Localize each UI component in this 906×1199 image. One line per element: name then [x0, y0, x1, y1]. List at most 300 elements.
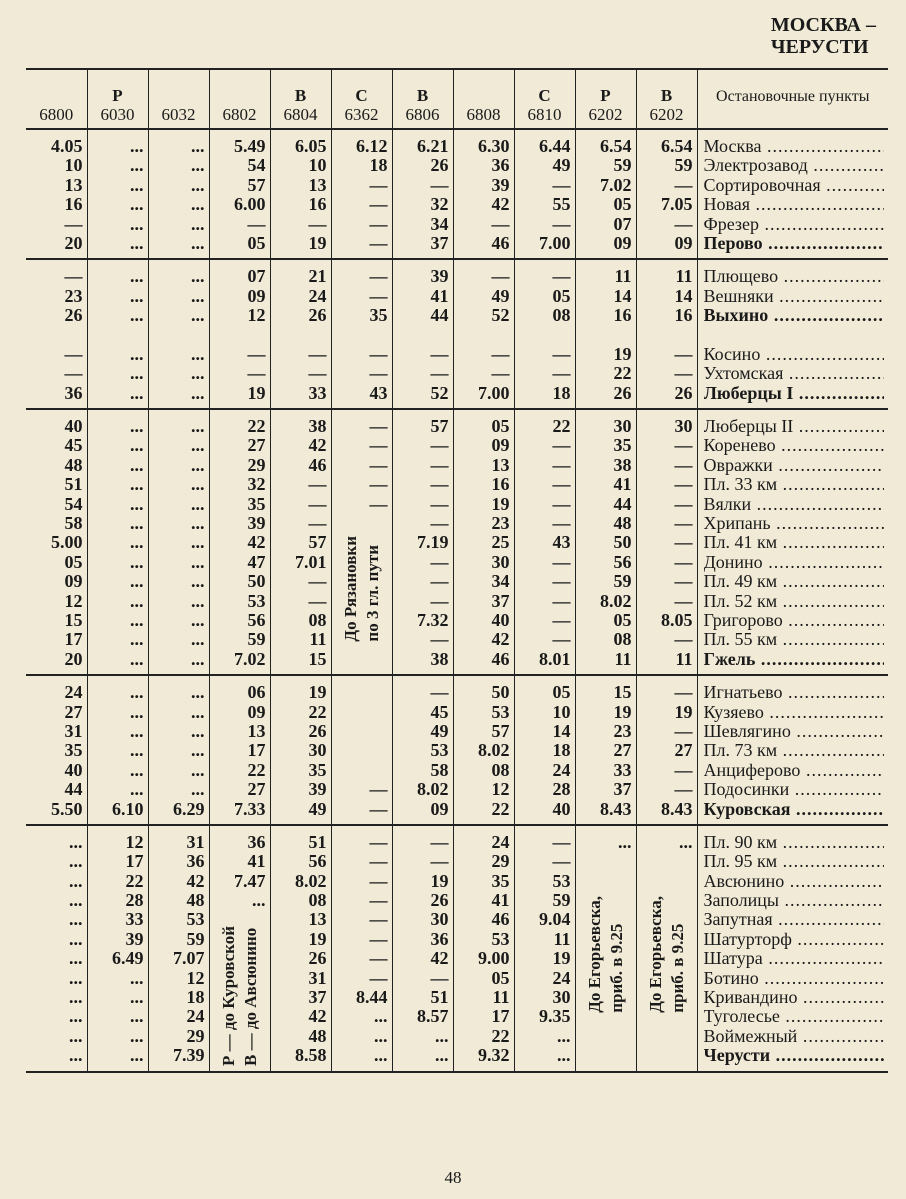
time-value: — — [247, 213, 266, 234]
time-cell — [26, 825, 87, 1072]
time-value: ... — [130, 474, 144, 495]
time-value: — — [64, 343, 83, 364]
stop-name: Куровская ..... — [704, 800, 885, 819]
time-value: 7.32 — [417, 609, 449, 630]
time-value: 08 — [552, 305, 571, 326]
time-cell — [87, 259, 148, 409]
time-value: — — [552, 571, 571, 592]
time-value: — — [430, 831, 449, 852]
time-value: 27 — [674, 740, 693, 761]
time-cell — [148, 259, 209, 409]
time-value: 44 — [613, 493, 632, 514]
time-value: 22 — [491, 1025, 510, 1046]
time-value: 7.02 — [234, 648, 266, 669]
time-cell — [331, 675, 392, 825]
time-value: 53 — [491, 928, 510, 949]
time-value: 19 — [491, 493, 510, 514]
time-value: ... — [130, 136, 144, 156]
stop-name: Москва ..... — [704, 137, 885, 156]
time-value: 9.32 — [478, 1045, 510, 1066]
stop-name: Анциферово ..... — [704, 761, 885, 780]
time-value: 36 — [491, 155, 510, 176]
time-value: 53 — [430, 740, 449, 761]
stop-name: Гжель ..... — [704, 650, 885, 669]
time-value: — — [430, 363, 449, 384]
time-value: 41 — [247, 851, 266, 872]
time-value: 53 — [186, 909, 205, 930]
time-value: 59 — [674, 155, 693, 176]
time-value — [334, 761, 388, 780]
time-value: 36 — [247, 831, 266, 852]
time-value: 57 — [308, 532, 327, 553]
time-value: — — [674, 590, 693, 611]
time-value: 38 — [308, 416, 327, 437]
time-value: 6.54 — [600, 136, 632, 156]
train-column-header — [575, 69, 636, 129]
stop-name: Запутная ..... — [704, 910, 885, 929]
route-title-line2: ЧЕРУСТИ — [770, 36, 869, 58]
time-value: 29 — [491, 851, 510, 872]
stop-name: Подосинки ..... — [704, 780, 885, 799]
time-value: — — [369, 363, 388, 384]
time-value: 09 — [674, 232, 693, 253]
time-cell — [209, 825, 270, 1072]
time-value: 50 — [247, 571, 266, 592]
stop-name: Фрезер ..... — [704, 215, 885, 234]
time-value: ... — [130, 682, 144, 703]
stops-column-header: Остановочные пункты — [697, 69, 888, 129]
time-value: 34 — [430, 213, 449, 234]
time-value: — — [369, 909, 388, 930]
time-value: 27 — [64, 701, 83, 722]
time-value: 09 — [64, 571, 83, 592]
time-value: 53 — [247, 590, 266, 611]
time-value: 39 — [308, 779, 327, 800]
time-value: 7.02 — [600, 174, 632, 195]
time-value: 40 — [64, 759, 83, 780]
time-value: 35 — [308, 759, 327, 780]
stop-name: Воймежный ..... — [704, 1027, 885, 1046]
time-value: 36 — [186, 851, 205, 872]
time-value: ... — [191, 136, 205, 156]
time-value: 41 — [491, 890, 510, 911]
time-value: ... — [130, 740, 144, 761]
time-value: 44 — [430, 305, 449, 326]
timetable-section — [26, 129, 888, 259]
time-value: 8.58 — [295, 1045, 327, 1066]
time-value: ... — [252, 890, 266, 911]
time-cell — [87, 409, 148, 675]
time-value: 42 — [308, 1006, 327, 1027]
time-value: — — [430, 571, 449, 592]
time-value: 08 — [491, 759, 510, 780]
time-cell — [148, 409, 209, 675]
time-value: 17 — [491, 1006, 510, 1027]
time-value: — — [430, 493, 449, 514]
time-value: — — [674, 779, 693, 800]
time-value: — — [369, 174, 388, 195]
time-value: — — [369, 851, 388, 872]
time-value: 30 — [491, 551, 510, 572]
time-value: 5.50 — [51, 798, 83, 819]
time-value: ... — [130, 1025, 144, 1046]
stop-name: Перово ..... — [704, 234, 885, 253]
time-value: 20 — [64, 648, 83, 669]
time-value: — — [247, 343, 266, 364]
time-value — [151, 326, 205, 345]
time-value: 40 — [552, 798, 571, 819]
time-value: ... — [374, 1006, 388, 1027]
stop-name: Коренево ..... — [704, 436, 885, 455]
train-number: 6802 — [222, 105, 257, 124]
time-value: ... — [191, 629, 205, 650]
time-value: 49 — [430, 720, 449, 741]
time-cell — [453, 409, 514, 675]
time-value: 28 — [552, 779, 571, 800]
time-value: 7.47 — [234, 870, 266, 891]
time-value: 6.21 — [417, 136, 449, 156]
time-value — [334, 514, 388, 533]
train-number: 6800 — [39, 105, 74, 124]
time-value — [334, 650, 388, 669]
time-value: ... — [191, 513, 205, 534]
time-value: ... — [69, 928, 83, 949]
timetable-body — [26, 129, 888, 1072]
time-value: 16 — [674, 305, 693, 326]
time-cell — [636, 409, 697, 675]
time-value: 05 — [613, 194, 632, 215]
time-cell — [575, 675, 636, 825]
train-mark: В — [660, 86, 673, 105]
time-value — [639, 1046, 693, 1065]
note-egorievsk-r — [584, 896, 628, 1013]
time-value: 35 — [369, 305, 388, 326]
time-value: ... — [130, 382, 144, 403]
time-value: 8.01 — [539, 648, 571, 669]
time-value: 7.00 — [539, 232, 571, 253]
time-cell — [87, 675, 148, 825]
timetable-section — [26, 825, 888, 1072]
time-value: 42 — [186, 870, 205, 891]
time-value: — — [552, 831, 571, 852]
time-value: — — [674, 363, 693, 384]
time-value: 46 — [308, 454, 327, 475]
time-value: 38 — [613, 454, 632, 475]
time-value: 46 — [491, 909, 510, 930]
time-value: 39 — [491, 174, 510, 195]
time-value: 26 — [308, 720, 327, 741]
time-value: 24 — [552, 759, 571, 780]
time-value: 07 — [247, 266, 266, 287]
time-value: 19 — [674, 701, 693, 722]
time-cell — [514, 259, 575, 409]
time-value: — — [369, 870, 388, 891]
time-value: 42 — [308, 435, 327, 456]
stop-name: Шатура ..... — [704, 949, 885, 968]
time-value: 8.02 — [417, 779, 449, 800]
stops-cell — [697, 259, 888, 409]
time-value: 8.05 — [661, 609, 693, 630]
time-value: 22 — [308, 701, 327, 722]
time-value: 19 — [308, 682, 327, 703]
stop-name: Ботино ..... — [704, 969, 885, 988]
time-value: 58 — [430, 759, 449, 780]
time-cell — [575, 129, 636, 259]
train-mark — [26, 86, 87, 105]
time-value — [639, 872, 693, 891]
time-value: — — [674, 720, 693, 741]
time-value — [334, 741, 388, 760]
time-value: 42 — [430, 948, 449, 969]
time-cell — [270, 825, 331, 1072]
time-value: 46 — [491, 648, 510, 669]
time-value: ... — [69, 967, 83, 988]
time-value: — — [369, 967, 388, 988]
time-value: ... — [557, 1045, 571, 1066]
time-value: 22 — [125, 870, 144, 891]
time-value: 39 — [247, 513, 266, 534]
time-value: 13 — [308, 174, 327, 195]
time-cell — [209, 675, 270, 825]
time-value: 09 — [613, 232, 632, 253]
train-mark: В — [294, 86, 307, 105]
time-value: 05 — [64, 551, 83, 572]
time-value: 59 — [613, 155, 632, 176]
time-value: 13 — [491, 454, 510, 475]
train-number: 6810 — [527, 105, 562, 124]
time-value: ... — [130, 701, 144, 722]
time-value: ... — [191, 266, 205, 287]
time-value: 14 — [613, 285, 632, 306]
time-value: 33 — [613, 759, 632, 780]
time-value: 16 — [308, 194, 327, 215]
time-value: ... — [130, 720, 144, 741]
time-value: ... — [374, 1045, 388, 1066]
time-value — [334, 326, 388, 345]
train-column-header — [270, 69, 331, 129]
time-value: 31 — [308, 967, 327, 988]
time-value: ... — [191, 343, 205, 364]
train-number: 6202 — [649, 105, 684, 124]
time-value: 8.02 — [478, 740, 510, 761]
time-cell — [148, 129, 209, 259]
time-value: 49 — [491, 285, 510, 306]
time-value: 42 — [491, 629, 510, 650]
time-value: 8.02 — [295, 870, 327, 891]
time-value: ... — [191, 682, 205, 703]
time-value: 8.02 — [600, 590, 632, 611]
stop-name: Люберцы I ..... — [704, 384, 885, 403]
time-value: 8.43 — [661, 798, 693, 819]
time-value: ... — [130, 343, 144, 364]
time-value: 33 — [125, 909, 144, 930]
time-value: ... — [435, 1045, 449, 1066]
time-cell — [453, 675, 514, 825]
time-cell — [26, 259, 87, 409]
train-number: 6808 — [466, 105, 501, 124]
time-value: 08 — [613, 629, 632, 650]
time-value: 45 — [430, 701, 449, 722]
train-column-header — [209, 69, 270, 129]
time-value: 26 — [430, 890, 449, 911]
train-mark: В — [416, 86, 429, 105]
train-column-header — [636, 69, 697, 129]
time-value: 06 — [247, 682, 266, 703]
time-value: ... — [191, 609, 205, 630]
time-value: ... — [191, 701, 205, 722]
time-value: ... — [191, 740, 205, 761]
time-value: 6.49 — [112, 948, 144, 969]
note-kurovskaya — [218, 926, 262, 1066]
time-cell — [148, 825, 209, 1072]
time-value: 51 — [430, 987, 449, 1008]
time-value: ... — [191, 174, 205, 195]
time-value: 35 — [247, 493, 266, 514]
time-value: 36 — [64, 382, 83, 403]
time-value: — — [552, 851, 571, 872]
note-egorievsk-v-line1: До Егорьевска, — [645, 895, 665, 1013]
time-value: ... — [69, 890, 83, 911]
time-value: 05 — [552, 285, 571, 306]
time-value: — — [674, 571, 693, 592]
train-column-header — [26, 69, 87, 129]
time-cell — [575, 259, 636, 409]
stop-name: Люберцы II ..... — [704, 417, 885, 436]
time-value: ... — [130, 285, 144, 306]
time-value: 6.54 — [661, 136, 693, 156]
time-cell — [392, 259, 453, 409]
time-value: 55 — [552, 194, 571, 215]
time-value: 12 — [125, 831, 144, 852]
time-value: 48 — [613, 513, 632, 534]
time-value: 26 — [430, 155, 449, 176]
time-value: 5.00 — [51, 532, 83, 553]
time-value: 10 — [552, 701, 571, 722]
note-egorievsk-v-line2: приб. в 9.25 — [667, 923, 687, 1013]
time-value: ... — [69, 909, 83, 930]
time-value: 21 — [308, 266, 327, 287]
time-value: 49 — [308, 798, 327, 819]
time-value: 6.10 — [112, 798, 144, 819]
time-value: — — [674, 551, 693, 572]
time-value — [395, 326, 449, 345]
time-value: — — [369, 416, 388, 437]
time-value: 12 — [64, 590, 83, 611]
time-value: 48 — [186, 890, 205, 911]
time-value: ... — [191, 285, 205, 306]
time-value: 12 — [186, 967, 205, 988]
time-value: 30 — [674, 416, 693, 437]
time-value: 19 — [308, 232, 327, 253]
time-cell — [636, 825, 697, 1072]
timetable-section — [26, 259, 888, 409]
stop-name: Шатурторф ..... — [704, 930, 885, 949]
time-value: — — [64, 266, 83, 287]
time-value — [639, 852, 693, 871]
time-value: 8.44 — [356, 987, 388, 1008]
time-value: 54 — [247, 155, 266, 176]
time-value: 19 — [613, 343, 632, 364]
time-value: 30 — [613, 416, 632, 437]
time-value: 47 — [247, 551, 266, 572]
time-value: 27 — [613, 740, 632, 761]
time-value: — — [369, 890, 388, 911]
time-value: 13 — [64, 174, 83, 195]
time-cell — [392, 675, 453, 825]
time-value: 59 — [247, 629, 266, 650]
time-value: 11 — [309, 629, 327, 650]
time-cell — [270, 129, 331, 259]
time-value: 27 — [247, 779, 266, 800]
train-column-header — [331, 69, 392, 129]
time-value: 44 — [64, 779, 83, 800]
note-egorievsk-r-line1: До Егорьевска, — [584, 895, 604, 1013]
time-value: 11 — [492, 987, 510, 1008]
time-value: 58 — [64, 513, 83, 534]
time-value: ... — [130, 648, 144, 669]
time-value: 32 — [247, 474, 266, 495]
train-number: 6362 — [344, 105, 379, 124]
time-value: ... — [191, 435, 205, 456]
train-column-header — [392, 69, 453, 129]
time-value: 05 — [613, 609, 632, 630]
stop-name: Заполицы ..... — [704, 891, 885, 910]
time-value: 10 — [64, 155, 83, 176]
time-value: 07 — [613, 213, 632, 234]
time-value: — — [674, 532, 693, 553]
time-value: — — [369, 194, 388, 215]
time-value: — — [369, 266, 388, 287]
time-value: ... — [130, 155, 144, 176]
time-value: — — [430, 967, 449, 988]
note-kurovskaya-line2: В — до Авсюнино — [240, 927, 260, 1066]
time-value: 19 — [308, 928, 327, 949]
time-value: 35 — [613, 435, 632, 456]
time-value: 15 — [613, 682, 632, 703]
time-value: 37 — [491, 590, 510, 611]
time-value: — — [430, 682, 449, 703]
time-value: 24 — [491, 831, 510, 852]
time-value: 11 — [675, 266, 693, 287]
time-value: 36 — [430, 928, 449, 949]
time-value: ... — [69, 1045, 83, 1066]
time-value: 27 — [247, 435, 266, 456]
time-value: ... — [374, 1025, 388, 1046]
time-value: ... — [191, 779, 205, 800]
time-value: — — [369, 493, 388, 514]
time-value: 09 — [247, 701, 266, 722]
time-value: 7.33 — [234, 798, 266, 819]
time-value: 20 — [64, 232, 83, 253]
time-value: ... — [130, 416, 144, 437]
time-cell — [270, 259, 331, 409]
time-value — [456, 326, 510, 345]
time-value: ... — [130, 513, 144, 534]
time-value: ... — [130, 1045, 144, 1066]
time-value: — — [552, 454, 571, 475]
time-value — [578, 1027, 632, 1046]
stop-name: Пл. 52 км ..... — [704, 592, 885, 611]
time-value: ... — [679, 831, 693, 852]
time-value: — — [308, 590, 327, 611]
time-cell — [575, 409, 636, 675]
time-value: ... — [130, 435, 144, 456]
time-value: 17 — [247, 740, 266, 761]
time-value: ... — [130, 213, 144, 234]
time-value: 4.05 — [51, 136, 83, 156]
time-value: ... — [130, 1006, 144, 1027]
time-cell — [453, 129, 514, 259]
